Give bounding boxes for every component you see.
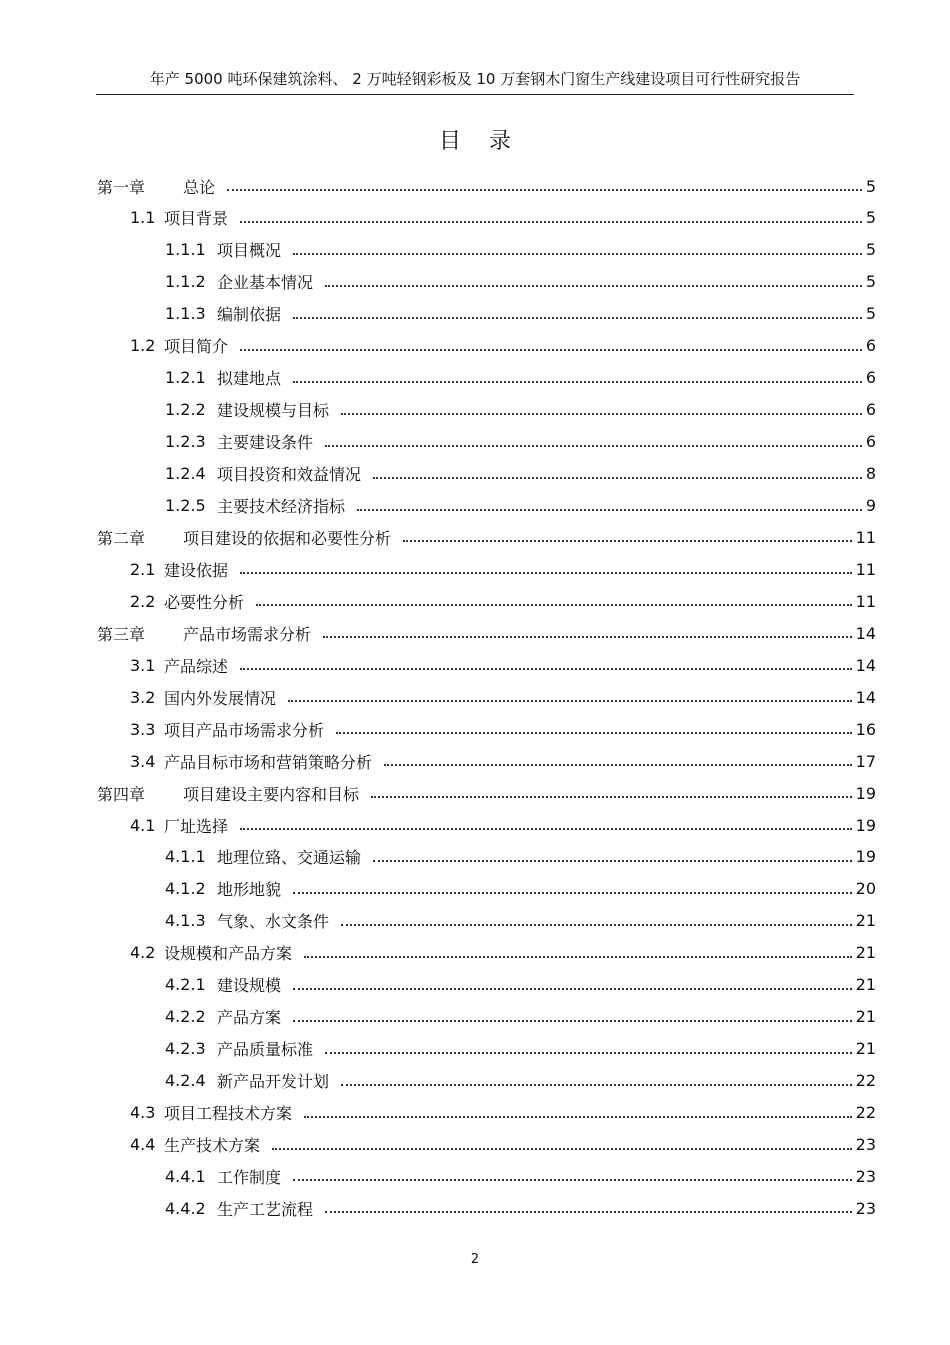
toc-entry[interactable]: [97, 777, 876, 809]
toc-entry-page: 19: [855, 847, 876, 867]
toc-entry-title: 拟建地点: [217, 369, 282, 389]
toc-entry[interactable]: [130, 745, 876, 777]
toc-title: 目录: [438, 129, 539, 154]
toc-entry-page: 16: [855, 719, 876, 739]
toc-entry-title: 企业基本情况: [217, 273, 314, 293]
toc-entry-title: 地形地貌: [217, 880, 282, 900]
toc-entry[interactable]: [165, 490, 876, 522]
toc-entry-number: 1.1.1: [165, 240, 206, 260]
toc-entry[interactable]: [97, 170, 876, 202]
toc-entry-title: 产品市场需求分析: [183, 624, 312, 644]
toc-dot-leader: [336, 718, 852, 734]
toc-dot-leader: [373, 846, 852, 862]
toc-dot-leader: [325, 1197, 852, 1213]
toc-dot-leader: [325, 431, 862, 447]
toc-entry-page: 5: [865, 176, 876, 196]
toc-entry-title: 产品质量标准: [217, 1040, 314, 1060]
toc-dot-leader: [323, 622, 852, 638]
toc-entry-page: 11: [855, 591, 876, 611]
toc-dot-leader: [341, 910, 852, 926]
toc-entry-page: 17: [855, 751, 876, 771]
toc-entry-title: 新产品开发计划: [217, 1072, 330, 1092]
toc-entry-number: 1.2.1: [165, 368, 206, 388]
toc-entry-title: 设规模和产品方案: [164, 944, 293, 964]
toc-entry-title: 产品方案: [217, 1008, 282, 1028]
toc-dot-leader: [272, 1134, 852, 1150]
toc-dot-leader: [341, 399, 862, 415]
toc-entry-number: 4.2.3: [165, 1039, 206, 1059]
toc-entry-number: 4.3: [130, 1103, 156, 1123]
toc-entry-page: 14: [855, 623, 876, 643]
toc-entry-title: 主要建设条件: [217, 433, 314, 453]
toc-entry-title: 建设依据: [164, 560, 229, 580]
toc-entry[interactable]: [165, 1065, 876, 1097]
toc-entry-page: 5: [865, 240, 876, 260]
toc-entry[interactable]: [165, 1192, 876, 1224]
toc-entry-title: 总论: [183, 177, 216, 197]
toc-entry-page: 22: [855, 1071, 876, 1091]
toc-dot-leader: [293, 974, 852, 990]
toc-entry-page: 11: [855, 559, 876, 579]
toc-entry-page: 21: [855, 943, 876, 963]
toc-dot-leader: [373, 463, 862, 479]
toc-entry-title: 项目工程技术方案: [164, 1104, 293, 1124]
toc-entry-title: 产品综述: [164, 656, 229, 676]
toc-entry-title: 生产工艺流程: [217, 1199, 314, 1219]
toc-entry-number: 第二章: [97, 528, 146, 548]
toc-entry[interactable]: [130, 649, 876, 681]
toc-dot-leader: [293, 1165, 852, 1181]
toc-dot-leader: [240, 814, 852, 830]
toc-entry-number: 4.1.3: [165, 911, 206, 931]
toc-entry-number: 3.1: [130, 655, 156, 675]
toc-entry-title: 编制依据: [217, 305, 282, 325]
toc-entry-page: 6: [865, 432, 876, 452]
toc-entry-title: 生产技术方案: [164, 1136, 261, 1155]
toc-entry-title: 建设规模与目标: [217, 401, 330, 421]
toc-dot-leader: [341, 1070, 852, 1086]
toc-entry[interactable]: [165, 426, 876, 458]
toc-entry[interactable]: [165, 266, 876, 298]
toc-entry-page: 5: [865, 208, 876, 228]
toc-dot-leader: [293, 878, 852, 894]
toc-entry-page: 11: [855, 527, 876, 547]
toc-entry-number: 1.1.2: [165, 272, 206, 292]
toc-entry-page: 6: [865, 336, 876, 356]
toc-entry-title: 项目概况: [217, 241, 282, 261]
toc-entry-page: 19: [855, 783, 876, 803]
toc-dot-leader: [227, 175, 862, 191]
toc-entry-number: 4.1.1: [165, 847, 206, 867]
toc-entry-title: 工作制度: [217, 1167, 282, 1187]
toc-entry[interactable]: [165, 969, 876, 1001]
toc-entry-title: 建设规模: [217, 976, 282, 996]
toc-entry[interactable]: [130, 553, 876, 585]
toc-entry-number: 4.4.2: [165, 1198, 206, 1218]
toc-dot-leader: [325, 271, 862, 287]
toc-dot-leader: [293, 1006, 852, 1022]
page-number: 2: [470, 1252, 480, 1267]
toc-entry-page: 8: [865, 464, 876, 484]
toc-entry-page: 21: [855, 1039, 876, 1059]
toc-entry[interactable]: [130, 713, 876, 745]
toc-entry[interactable]: [165, 1160, 876, 1192]
toc-dot-leader: [240, 654, 852, 670]
toc-entry[interactable]: [130, 585, 876, 617]
toc-entry-number: 4.1: [130, 815, 156, 835]
toc-entry-page: 23: [855, 1166, 876, 1186]
toc-dot-leader: [384, 750, 852, 766]
toc-entry-title: 厂址选择: [164, 816, 229, 836]
toc-entry-page: 14: [855, 655, 876, 675]
toc-dot-leader: [371, 782, 852, 798]
toc-entry-number: 1.2.5: [165, 496, 206, 515]
header-rule: [96, 94, 854, 95]
toc-entry-page: 23: [855, 1135, 876, 1154]
toc-entry-number: 4.2.1: [165, 975, 206, 995]
toc-entry[interactable]: [165, 298, 876, 330]
toc-entry[interactable]: [165, 394, 876, 426]
toc-entry-number: 4.4: [130, 1135, 156, 1154]
toc-entry[interactable]: [130, 202, 876, 234]
toc-dot-leader: [357, 495, 862, 511]
toc-entry-title: 项目产品市场需求分析: [164, 720, 325, 740]
toc-dot-leader: [240, 558, 852, 574]
toc-entry-number: 3.2: [130, 687, 156, 707]
toc-entry-title: 项目投资和效益情况: [217, 465, 362, 485]
toc-entry[interactable]: [130, 1129, 876, 1161]
toc-entry-page: 21: [855, 975, 876, 995]
toc-entry[interactable]: [130, 809, 876, 841]
toc-entry-number: 4.2: [130, 943, 156, 963]
toc-entry[interactable]: [165, 1033, 876, 1065]
toc-entry-page: 9: [865, 496, 876, 515]
toc-entry-title: 产品目标市场和营销策略分析: [164, 752, 373, 772]
toc-entry-number: 1.2: [130, 336, 156, 356]
toc-entry-number: 4.4.1: [165, 1166, 206, 1186]
toc-dot-leader: [403, 526, 852, 542]
toc-entry-number: 2.1: [130, 559, 156, 579]
toc-entry-number: 1.2.4: [165, 464, 206, 484]
toc-entry[interactable]: [97, 521, 876, 553]
toc-entry[interactable]: [165, 1001, 876, 1033]
toc-entry[interactable]: [165, 873, 876, 905]
toc-entry[interactable]: [165, 841, 876, 873]
toc-entry-number: 3.4: [130, 751, 156, 771]
toc-entry-number: 第一章: [97, 177, 146, 197]
toc-entry-page: 5: [865, 272, 876, 292]
toc-dot-leader: [325, 1038, 852, 1054]
toc-dot-leader: [256, 590, 852, 606]
toc-entry-page: 6: [865, 400, 876, 420]
toc-entry[interactable]: [130, 937, 876, 969]
toc-entry-page: 21: [855, 1007, 876, 1027]
toc-entry-number: 4.1.2: [165, 879, 206, 899]
toc-entry-number: 第四章: [97, 784, 146, 804]
toc-dot-leader: [293, 303, 862, 319]
toc-dot-leader: [293, 239, 862, 255]
toc-entry[interactable]: [165, 458, 876, 490]
toc-entry[interactable]: [130, 1097, 876, 1129]
toc-dot-leader: [240, 207, 862, 223]
toc-entry-title: 必要性分析: [164, 592, 245, 612]
toc-entry-page: 20: [855, 879, 876, 899]
toc-entry-number: 1.2.3: [165, 432, 206, 452]
toc-entry[interactable]: [97, 617, 876, 649]
toc-entry[interactable]: [130, 681, 876, 713]
toc-entry-page: 19: [855, 815, 876, 835]
toc-entry-title: 主要技术经济指标: [217, 497, 346, 516]
toc-entry-title: 项目建设的依据和必要性分析: [183, 528, 392, 548]
toc-entry-number: 3.3: [130, 719, 156, 739]
toc-entry-page: 14: [855, 687, 876, 707]
toc-dot-leader: [304, 1102, 852, 1118]
toc-entry-title: 气象、水文条件: [217, 912, 330, 932]
toc-dot-leader: [288, 686, 852, 702]
toc-entry[interactable]: [165, 362, 876, 394]
toc-entry-title: 项目建设主要内容和目标: [183, 784, 360, 804]
toc-entry-number: 1.1: [130, 208, 156, 228]
toc-entry-number: 1.1.3: [165, 304, 206, 324]
toc-entry-page: 5: [865, 304, 876, 324]
toc-entry-number: 1.2.2: [165, 400, 206, 420]
toc-entry-page: 6: [865, 368, 876, 388]
toc-entry-number: 2.2: [130, 591, 156, 611]
toc-entry-number: 4.2.2: [165, 1007, 206, 1027]
running-header: 年产 5000 吨环保建筑涂料、 2 万吨轻钢彩板及 10 万套钢木门窗生产线建设项目可行性研究报告: [149, 70, 801, 88]
toc-entry-page: 21: [855, 911, 876, 931]
toc-entry-page: 23: [855, 1198, 876, 1218]
toc-dot-leader: [304, 942, 852, 958]
toc-entry-title: 项目简介: [164, 337, 229, 357]
toc-entry[interactable]: [165, 905, 876, 937]
toc-entry-number: 4.2.4: [165, 1071, 206, 1091]
toc-entry-title: 国内外发展情况: [164, 688, 277, 708]
toc-entry-page: 22: [855, 1103, 876, 1123]
toc-dot-leader: [293, 367, 862, 383]
toc-dot-leader: [240, 335, 862, 351]
toc-entry-number: 第三章: [97, 624, 146, 644]
toc-entry-title: 地理位臵、交通运输: [217, 848, 362, 868]
toc-entry-title: 项目背景: [164, 209, 229, 229]
toc-entry[interactable]: [130, 330, 876, 362]
toc-entry[interactable]: [165, 234, 876, 266]
